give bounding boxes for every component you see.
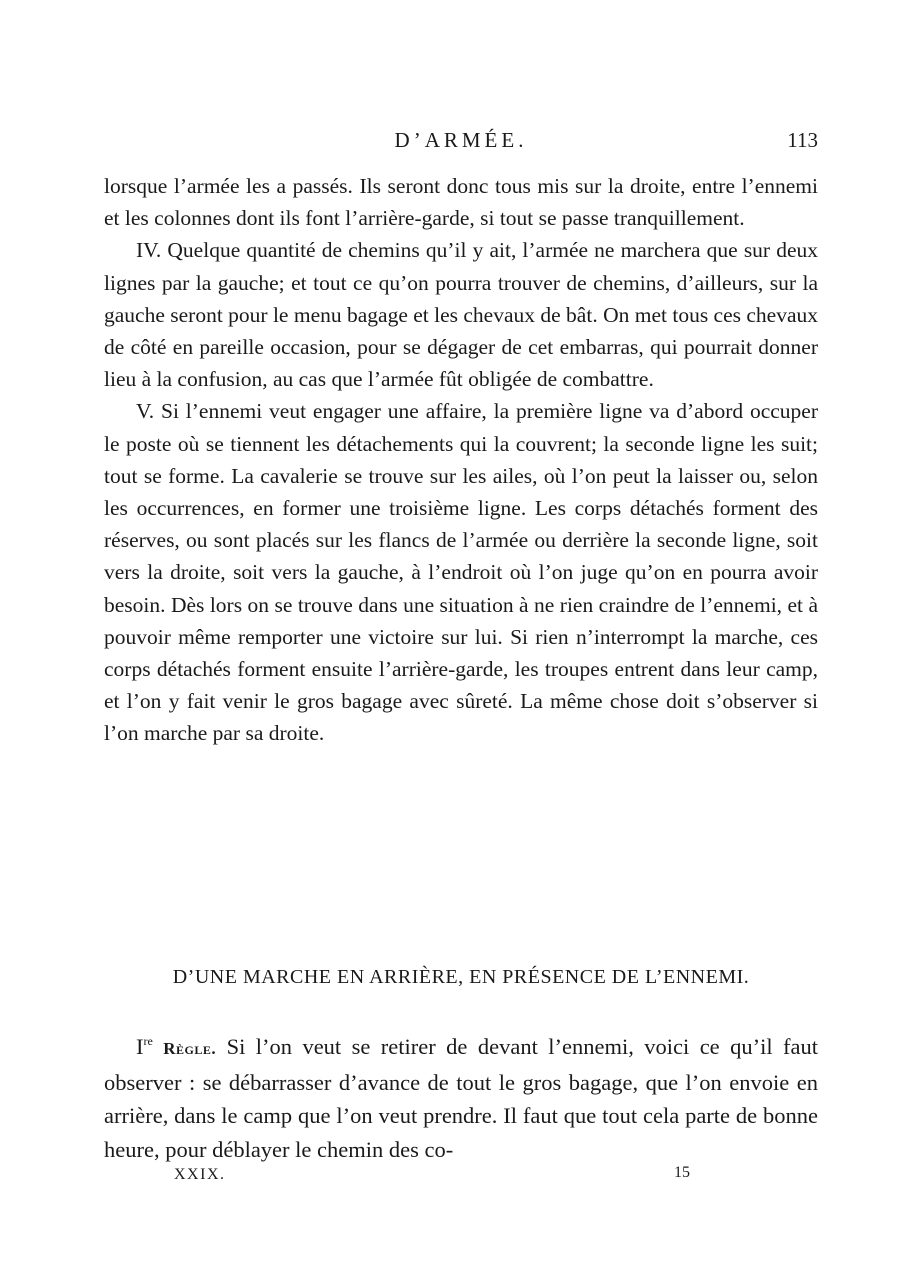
body-text — [104, 170, 818, 750]
running-title: D’ARMÉE. — [394, 128, 528, 152]
running-head — [104, 128, 818, 162]
paragraph-v: V. Si l’ennemi veut engager une affaire, la première ligne va d’abord occuper le poste où se tiennent les détachements qui la couvrent; la seconde ligne les suit; tout se forme. La cavalerie se trouve sur les ailes, où l’on peut la laisser ou, selon les occurrences, en former une troisième ligne. Les corps détachés forment des réserves, ou sont placés sur les flancs de l’armée ou derrière la seconde ligne, soit vers la droite, soit vers la gauche, à l’endroit où l’on juge qu’on en pourra avoir besoin. Dès lors on se trouve dans une situation à ne rien craindre de l’ennemi, et à pouvoir même remporter une victoire sur lui. Si rien n’interrompt la marche, ces corps détachés forment ensuite l’arrière-garde, les troupes entrent dans leur camp, et l’on y fait venir le gros bagage avec sûreté. La même chose doit s’observer si l’on marche par sa droite. — [104, 399, 818, 746]
paragraph-iv: IV. Quelque quantité de chemins qu’il y ait, l’armée ne marchera que sur deux lignes par la gauche; et tout ce qu’on pourra trouver de chemins, d’ailleurs, sur la gauche seront pour le menu bagage et les chevaux de bât. On met tous ces chevaux de côté en pareille occasion, pour se dégager de cet embarras, qui pourrait donner lieu à la confusion, au cas que l’armée fût obligée de combattre. — [104, 238, 819, 392]
rule-block — [104, 1030, 818, 1166]
footer-sheet-number: 15 — [674, 1164, 690, 1181]
rule-numeral: I — [136, 1034, 144, 1059]
rule-paragraph — [104, 1030, 818, 1166]
rule-label: Règle. — [163, 1039, 217, 1058]
rule-text: Si l’on veut se retirer de devant l’ennemi, voici ce qu’il faut observer : se débarrasser d’avance de tout le gros bagage, que l’on envoie en arrière, dans le camp que l’on veut prendre. Il faut que tout cela parte de bonne heure, pour déblayer le chemin des co- — [104, 1034, 819, 1162]
paragraph-continuation: lorsque l’armée les a passés. Ils seront donc tous mis sur la droite, entre l’ennemi et les colonnes dont ils font l’arrière-garde, si tout se passe tranquillement. — [104, 174, 818, 231]
footer-signature: XXIX. — [174, 1166, 226, 1183]
rule-superscript: re — [143, 1034, 153, 1048]
section-title: D’UNE MARCHE EN ARRIÈRE, EN PRÉSENCE DE L’ENNEMI. — [172, 966, 750, 988]
page-number: 113 — [787, 128, 818, 152]
